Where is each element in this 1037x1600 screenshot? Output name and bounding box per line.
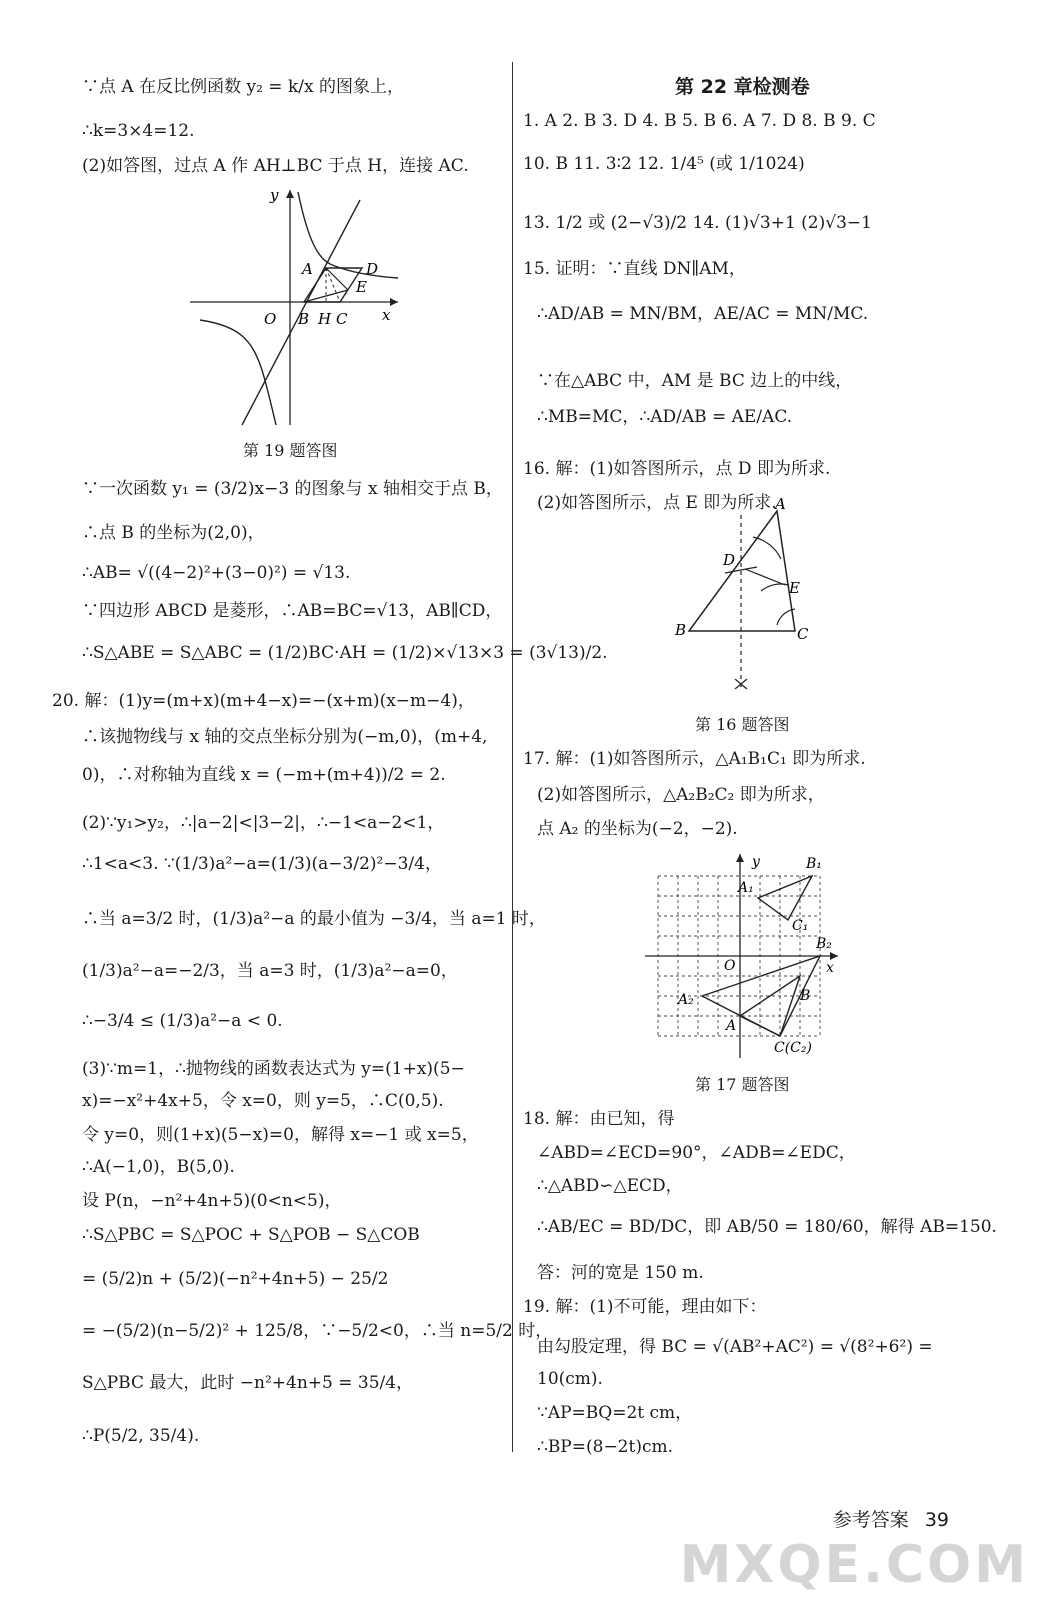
text-line: ∴当 a=3/2 时，(1/3)a²−a 的最小值为 −3/4，当 a=1 时， xyxy=(82,909,546,929)
text-line: (2)如答图所示，△A₂B₂C₂ 即为所求， xyxy=(537,785,825,805)
text-line: ∴△ABD∽△ECD， xyxy=(537,1176,683,1196)
text-line: 1. A 2. B 3. D 4. B 5. B 6. A 7. D 8. B 9. C xyxy=(523,111,876,131)
text-line: ∴k=3×4=12. xyxy=(82,121,195,141)
text-line: ∵点 A 在反比例函数 y₂ = k/x 的图象上， xyxy=(82,77,404,97)
text-line: 点 A₂ 的坐标为(−2，−2). xyxy=(537,819,738,839)
fig17-label: B₁ xyxy=(806,856,822,872)
text-line: ∵在△ABC 中，AM 是 BC 边上的中线， xyxy=(537,371,853,391)
footer-label: 参考答案 xyxy=(832,1509,909,1531)
text-line: ∴−3/4 ≤ (1/3)a²−a < 0. xyxy=(82,1011,283,1031)
fig19-label: A xyxy=(302,260,313,278)
column-divider xyxy=(512,62,513,1452)
text-line: 10. B 11. 3∶2 12. 1/4⁵ (或 1/1024) xyxy=(523,154,805,174)
page-footer xyxy=(833,1505,949,1532)
fig17-label: C(C₂) xyxy=(774,1040,812,1056)
fig17-label: B₂ xyxy=(816,936,832,952)
text-line: ∠ABD=∠ECD=90°，∠ADB=∠EDC， xyxy=(537,1143,856,1163)
text-line: ∴BP=(8−2t)cm. xyxy=(537,1437,674,1457)
text-line: ∴S△ABE = S△ABC = (1/2)BC·AH = (1/2)×√13×3 = (3√13)/2. xyxy=(82,643,608,663)
fig17-label: x xyxy=(826,960,834,976)
text-line: (1/3)a²−a=−2/3，当 a=3 时，(1/3)a²−a=0， xyxy=(82,961,458,981)
text-line: ∴AD/AB = MN/BM，AE/AC = MN/MC. xyxy=(537,304,869,324)
figure-16 xyxy=(665,495,835,695)
text-line: 答：河的宽是 150 m. xyxy=(537,1263,704,1283)
watermark: MXQE.COM xyxy=(679,1535,1029,1595)
fig16-label: E xyxy=(789,579,800,597)
figure-17-caption: 第 17 题答图 xyxy=(695,1075,790,1094)
fig16-label: C xyxy=(797,625,809,643)
figure-19 xyxy=(180,180,410,430)
text-line: ∴该抛物线与 x 轴的交点坐标分别为(−m,0)，(m+4, xyxy=(82,727,488,747)
fig19-label: H xyxy=(318,310,332,328)
figure-19-caption: 第 19 题答图 xyxy=(243,441,338,460)
text-line: (3)∵m=1，∴抛物线的函数表达式为 y=(1+x)(5− xyxy=(82,1059,465,1079)
text-line: (2)如答图，过点 A 作 AH⊥BC 于点 H，连接 AC. xyxy=(82,156,469,176)
fig17-label: O xyxy=(724,958,736,974)
text-line: 设 P(n，−n²+4n+5)(0<n<5)， xyxy=(82,1191,342,1211)
text-line: ∵一次函数 y₁ = (3/2)x−3 的图象与 x 轴相交于点 B， xyxy=(82,479,503,499)
figure-17 xyxy=(640,848,845,1063)
text-line: (2)如答图所示，点 E 即为所求. xyxy=(537,493,777,513)
text-line: x)=−x²+4x+5，令 x=0，则 y=5，∴C(0,5). xyxy=(82,1091,444,1111)
text-line: ∴A(−1,0)，B(5,0). xyxy=(82,1157,235,1177)
fig16-label: B xyxy=(675,621,687,639)
text-line: ∴MB=MC，∴AD/AB = AE/AC. xyxy=(537,407,793,427)
text-line: 17. 解：(1)如答图所示，△A₁B₁C₁ 即为所求. xyxy=(523,749,866,769)
text-line: 15. 证明：∵直线 DN∥AM， xyxy=(523,259,746,279)
fig16-label: D xyxy=(723,551,736,569)
text-line: 令 y=0，则(1+x)(5−x)=0，解得 x=−1 或 x=5， xyxy=(82,1125,479,1145)
fig19-label: y xyxy=(270,186,279,204)
text-line: 20. 解：(1)y=(m+x)(m+4−x)=−(x+m)(x−m−4)， xyxy=(52,691,475,711)
figure-16-caption: 第 16 题答图 xyxy=(695,715,790,734)
text-line: 0)，∴对称轴为直线 x = (−m+(m+4))/2 = 2. xyxy=(82,765,446,785)
text-line: 10(cm). xyxy=(537,1369,603,1389)
text-line: S△PBC 最大，此时 −n²+4n+5 = 35/4， xyxy=(82,1373,414,1393)
fig19-label: E xyxy=(356,278,367,296)
text-line: ∵AP=BQ=2t cm， xyxy=(537,1403,693,1423)
fig17-label: A₂ xyxy=(678,992,694,1008)
text-line: = −(5/2)(n−5/2)² + 125/8，∵−5/2<0，∴当 n=5/2 时， xyxy=(82,1321,553,1341)
fig19-label: C xyxy=(336,310,348,328)
text-line: ∴点 B 的坐标为(2,0)， xyxy=(82,523,265,543)
text-line: ∵四边形 ABCD 是菱形，∴AB=BC=√13，AB∥CD， xyxy=(82,601,503,621)
fig19-label: B xyxy=(298,310,310,328)
text-line: = (5/2)n + (5/2)(−n²+4n+5) − 25/2 xyxy=(82,1269,389,1289)
text-line: 由勾股定理，得 BC = √(AB²+AC²) = √(8²+6²) = xyxy=(537,1337,933,1357)
text-line: ∴AB/EC = BD/DC，即 AB/50 = 180/60，解得 AB=150. xyxy=(537,1217,997,1237)
fig19-label: x xyxy=(382,306,391,324)
text-line: 18. 解：由已知，得 xyxy=(523,1109,675,1129)
text-line: ∴P(5/2, 35/4). xyxy=(82,1426,200,1446)
fig17-label: y xyxy=(752,854,760,870)
fig17-label: B xyxy=(800,988,811,1004)
page-number: 39 xyxy=(924,1509,949,1531)
text-line: 19. 解：(1)不可能，理由如下： xyxy=(523,1297,767,1317)
fig17-label: C₁ xyxy=(792,918,809,934)
fig16-label: A xyxy=(775,495,786,513)
text-line: ∴S△PBC = S△POC + S△POB − S△COB xyxy=(82,1225,420,1245)
fig19-label: O xyxy=(264,310,277,328)
text-line: 13. 1/2 或 (2−√3)/2 14. (1)√3+1 (2)√3−1 xyxy=(523,213,872,233)
chapter-title: 第 22 章检测卷 xyxy=(675,76,810,98)
fig17-label: A₁ xyxy=(738,880,754,896)
fig17-label: A xyxy=(726,1018,737,1034)
fig19-label: D xyxy=(366,260,379,278)
text-line: ∴AB= √((4−2)²+(3−0)²) = √13. xyxy=(82,563,351,583)
text-line: 16. 解：(1)如答图所示，点 D 即为所求. xyxy=(523,459,831,479)
text-line: ∴1<a<3. ∵(1/3)a²−a=(1/3)(a−3/2)²−3/4， xyxy=(82,854,442,874)
text-line: (2)∵y₁>y₂，∴|a−2|<|3−2|，∴−1<a−2<1， xyxy=(82,813,445,833)
